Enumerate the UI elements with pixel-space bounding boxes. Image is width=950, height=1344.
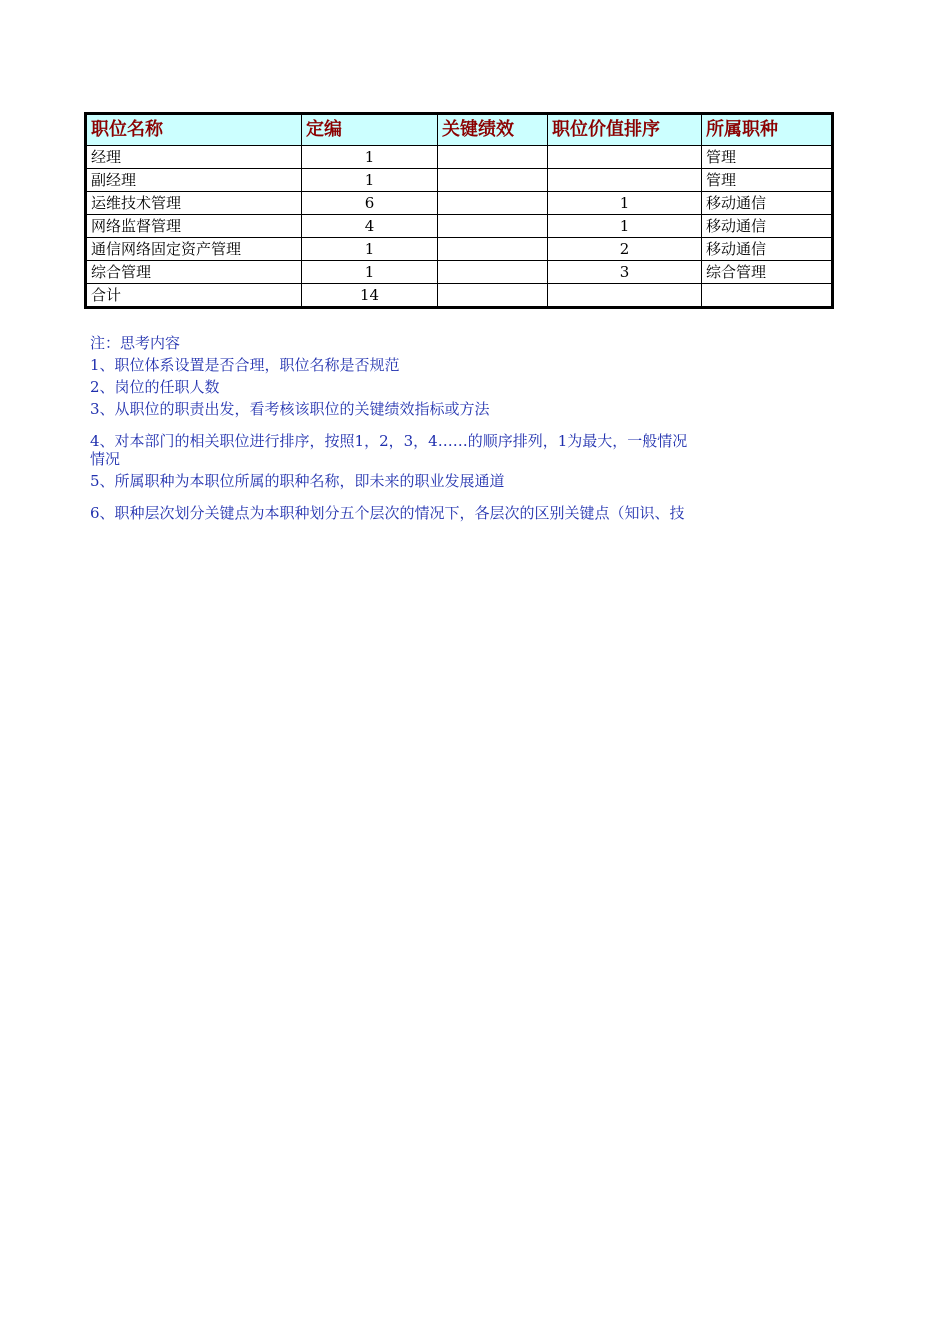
table-row — [86, 192, 833, 215]
cell-headcount[interactable]: 1 — [302, 146, 438, 169]
cell-total-value-rank[interactable] — [548, 284, 702, 308]
cell-position-name[interactable]: 通信网络固定资产管理 — [86, 238, 302, 261]
cell-key-performance[interactable] — [438, 238, 548, 261]
cell-value-rank[interactable]: 1 — [548, 215, 702, 238]
cell-key-performance[interactable] — [438, 169, 548, 192]
cell-total-headcount[interactable]: 14 — [302, 284, 438, 308]
cell-headcount[interactable]: 1 — [302, 238, 438, 261]
cell-key-performance[interactable] — [438, 215, 548, 238]
cell-total-label[interactable]: 合计 — [86, 284, 302, 308]
cell-headcount[interactable]: 1 — [302, 261, 438, 284]
cell-headcount[interactable]: 6 — [302, 192, 438, 215]
cell-value-rank[interactable] — [548, 146, 702, 169]
cell-position-name[interactable]: 网络监督管理 — [86, 215, 302, 238]
cell-job-family[interactable]: 移动通信 — [702, 192, 833, 215]
cell-key-performance[interactable] — [438, 192, 548, 215]
cell-position-name[interactable]: 综合管理 — [86, 261, 302, 284]
table-row — [86, 261, 833, 284]
note-item-5[interactable]: 5、所属职种为本职位所属的职种名称，即未来的职业发展通道 — [90, 472, 505, 490]
cell-headcount[interactable]: 4 — [302, 215, 438, 238]
note-item-6[interactable]: 6、职种层次划分关键点为本职种划分五个层次的情况下，各层次的区别关键点（知识、技 — [90, 504, 685, 522]
position-table — [84, 112, 834, 309]
header-position-name[interactable]: 职位名称 — [86, 114, 302, 146]
table-row — [86, 146, 833, 169]
notes-section — [90, 328, 830, 524]
cell-value-rank[interactable]: 3 — [548, 261, 702, 284]
cell-headcount[interactable]: 1 — [302, 169, 438, 192]
header-value-rank[interactable]: 职位价值排序 — [548, 114, 702, 146]
note-item-3[interactable]: 3、从职位的职责出发，看考核该职位的关键绩效指标或方法 — [90, 400, 490, 418]
note-item-4[interactable]: 4、对本部门的相关职位进行排序，按照1，2，3，4……的顺序排列，1为最大，一般情况 — [90, 432, 688, 450]
note-item-4-wrap: 情况 — [90, 450, 121, 468]
table-row — [86, 238, 833, 261]
cell-value-rank[interactable]: 2 — [548, 238, 702, 261]
notes-title[interactable]: 注：思考内容 — [90, 334, 181, 352]
cell-total-job-family[interactable] — [702, 284, 833, 308]
table-header-row — [86, 114, 833, 146]
cell-total-key-performance[interactable] — [438, 284, 548, 308]
cell-key-performance[interactable] — [438, 261, 548, 284]
table-row — [86, 215, 833, 238]
header-job-family[interactable]: 所属职种 — [702, 114, 833, 146]
cell-value-rank[interactable] — [548, 169, 702, 192]
table-row — [86, 169, 833, 192]
header-headcount[interactable]: 定编 — [302, 114, 438, 146]
header-key-performance[interactable]: 关键绩效 — [438, 114, 548, 146]
cell-position-name[interactable]: 副经理 — [86, 169, 302, 192]
cell-value-rank[interactable]: 1 — [548, 192, 702, 215]
note-item-1[interactable]: 1、职位体系设置是否合理，职位名称是否规范 — [90, 356, 400, 374]
cell-position-name[interactable]: 运维技术管理 — [86, 192, 302, 215]
cell-key-performance[interactable] — [438, 146, 548, 169]
cell-job-family[interactable]: 综合管理 — [702, 261, 833, 284]
cell-position-name[interactable]: 经理 — [86, 146, 302, 169]
cell-job-family[interactable]: 管理 — [702, 146, 833, 169]
note-item-2[interactable]: 2、岗位的任职人数 — [90, 378, 220, 396]
cell-job-family[interactable]: 移动通信 — [702, 238, 833, 261]
cell-job-family[interactable]: 管理 — [702, 169, 833, 192]
cell-job-family[interactable]: 移动通信 — [702, 215, 833, 238]
table-total-row — [86, 284, 833, 308]
